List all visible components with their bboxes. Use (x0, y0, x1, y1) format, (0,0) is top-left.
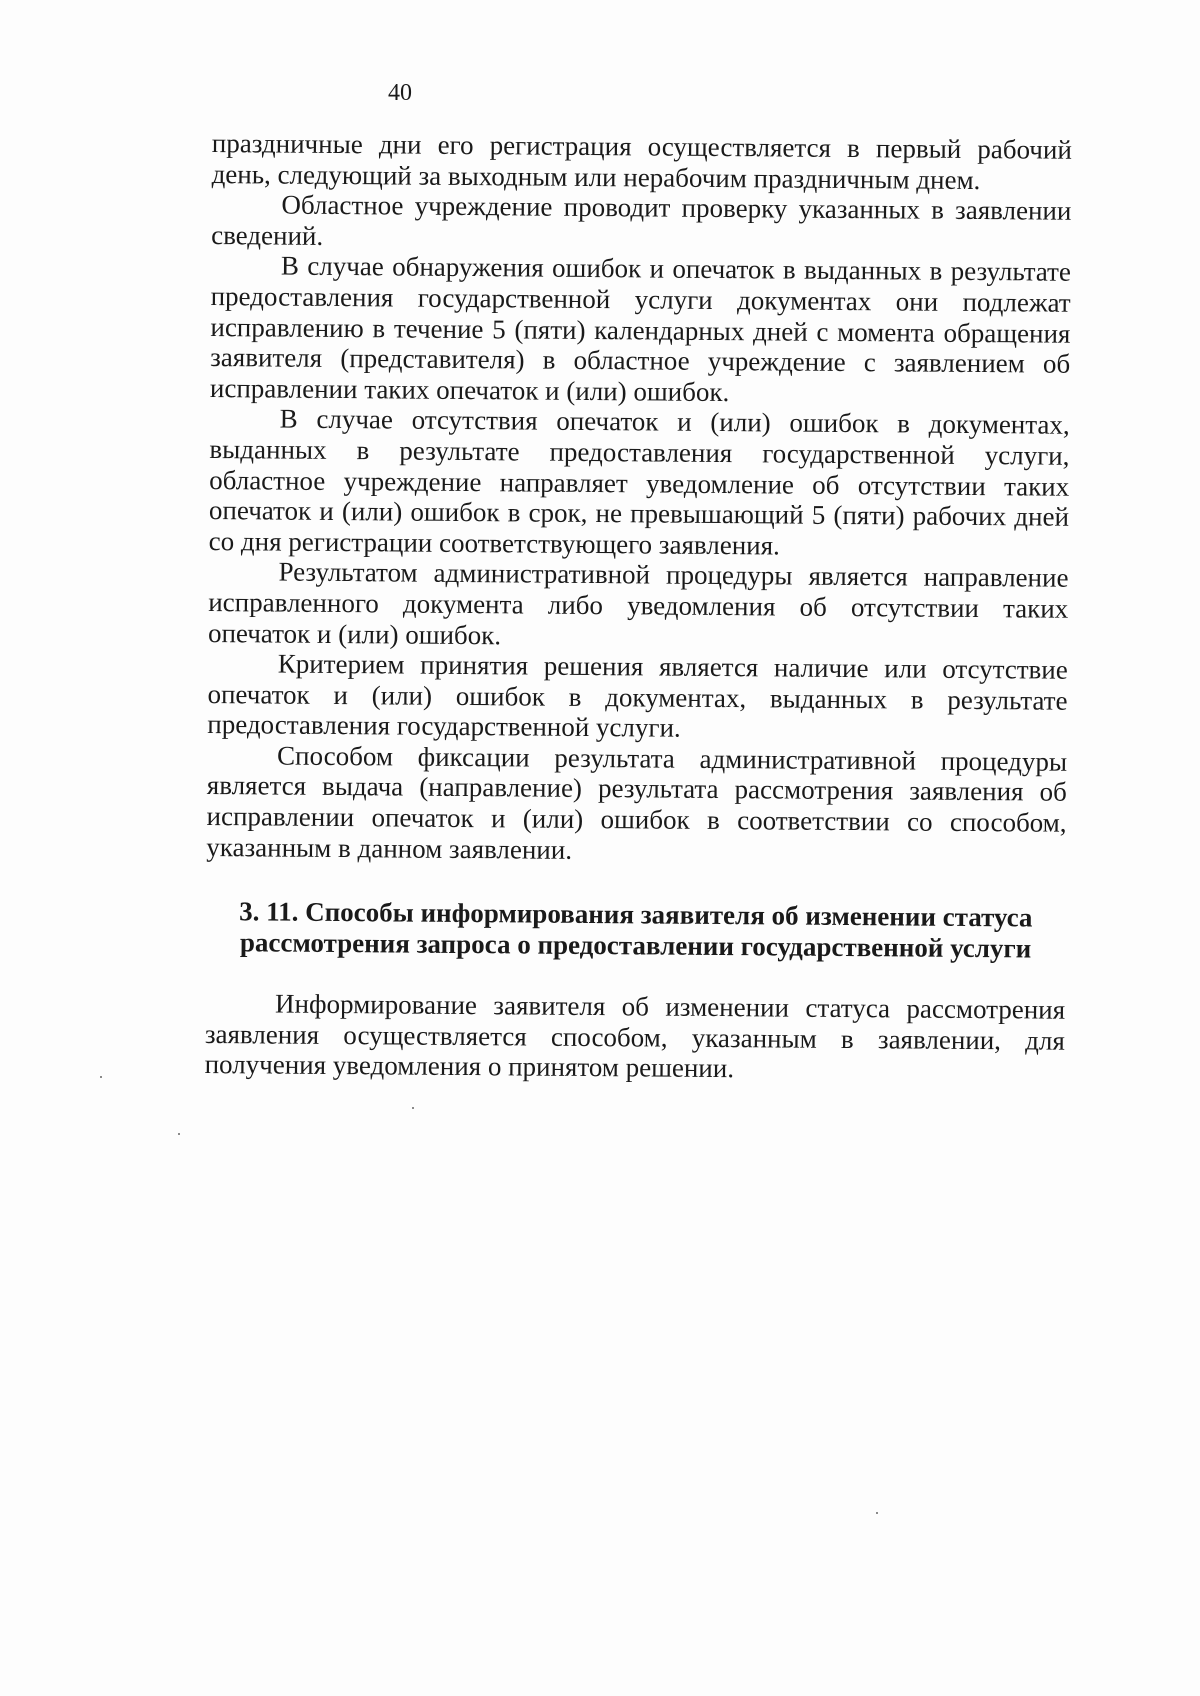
section-heading-line-1: 3. 11. Способы информирования заявителя об изменении статуса (239, 896, 1033, 933)
scan-speck (100, 1076, 102, 1078)
scan-speck (876, 1512, 878, 1514)
paragraph-no-errors-notice: В случае отсутствия опечаток и (или) ошибок в документах, выданных в результате предоставления государственной услуги, областное учреждение направляет уведомление об отсутствии таких опечаток и (или) ошибок в срок, не превышающий 5 (пяти) рабочих дней со дня регистрации соответствующего заявления. (208, 403, 1070, 561)
paragraph-continuation: праздничные дни его регистрация осуществляется в первый рабочий день, следующий за выходным или нерабочим праздничным днем. (211, 128, 1072, 195)
paragraph-procedure-result: Результатом административной процедуры является направление исправленного документа либо уведомления об отсутствии таких опечаток и (или) ошибок. (207, 556, 1069, 650)
scan-speck (412, 1107, 414, 1109)
paragraph-decision-criterion: Критерием принятия решения является наличие или отсутствие опечаток и (или) ошибок в документах, выданных в результате предоставления государственной услуги. (207, 648, 1068, 743)
page-number: 40 (388, 80, 412, 106)
section-heading (205, 896, 1065, 965)
section-heading-line-2: рассмотрения запроса о предоставлении государственной услуги (239, 927, 1032, 964)
paragraph-error-correction: В случае обнаружения ошибок и опечаток в выданных в результате предоставления государственной услуги документах они подлежат исправлению в течение 5 (пяти) календарных дней с момента обращения заявителя (представителя) в областное учреждение с заявлением об исправлении таких опечаток и (или) ошибок. (209, 250, 1072, 407)
scan-speck (178, 1133, 180, 1135)
paragraph-status-informing: Информирование заявителя об изменении статуса рассмотрения заявления осуществляется способом, указанным в заявлении, для получения уведомления о принятом решении. (204, 988, 1066, 1084)
document-body (205, 128, 1072, 1087)
paragraph-verification: Областное учреждение проводит проверку указанных в заявлении сведений. (211, 189, 1072, 251)
paragraph-result-fixation: Способом фиксации результата административной процедуры является выдача (направление) результата рассмотрения заявления об исправлении опечаток и (или) ошибок в соответствии со способом, указанным в данном заявлении. (206, 740, 1068, 865)
